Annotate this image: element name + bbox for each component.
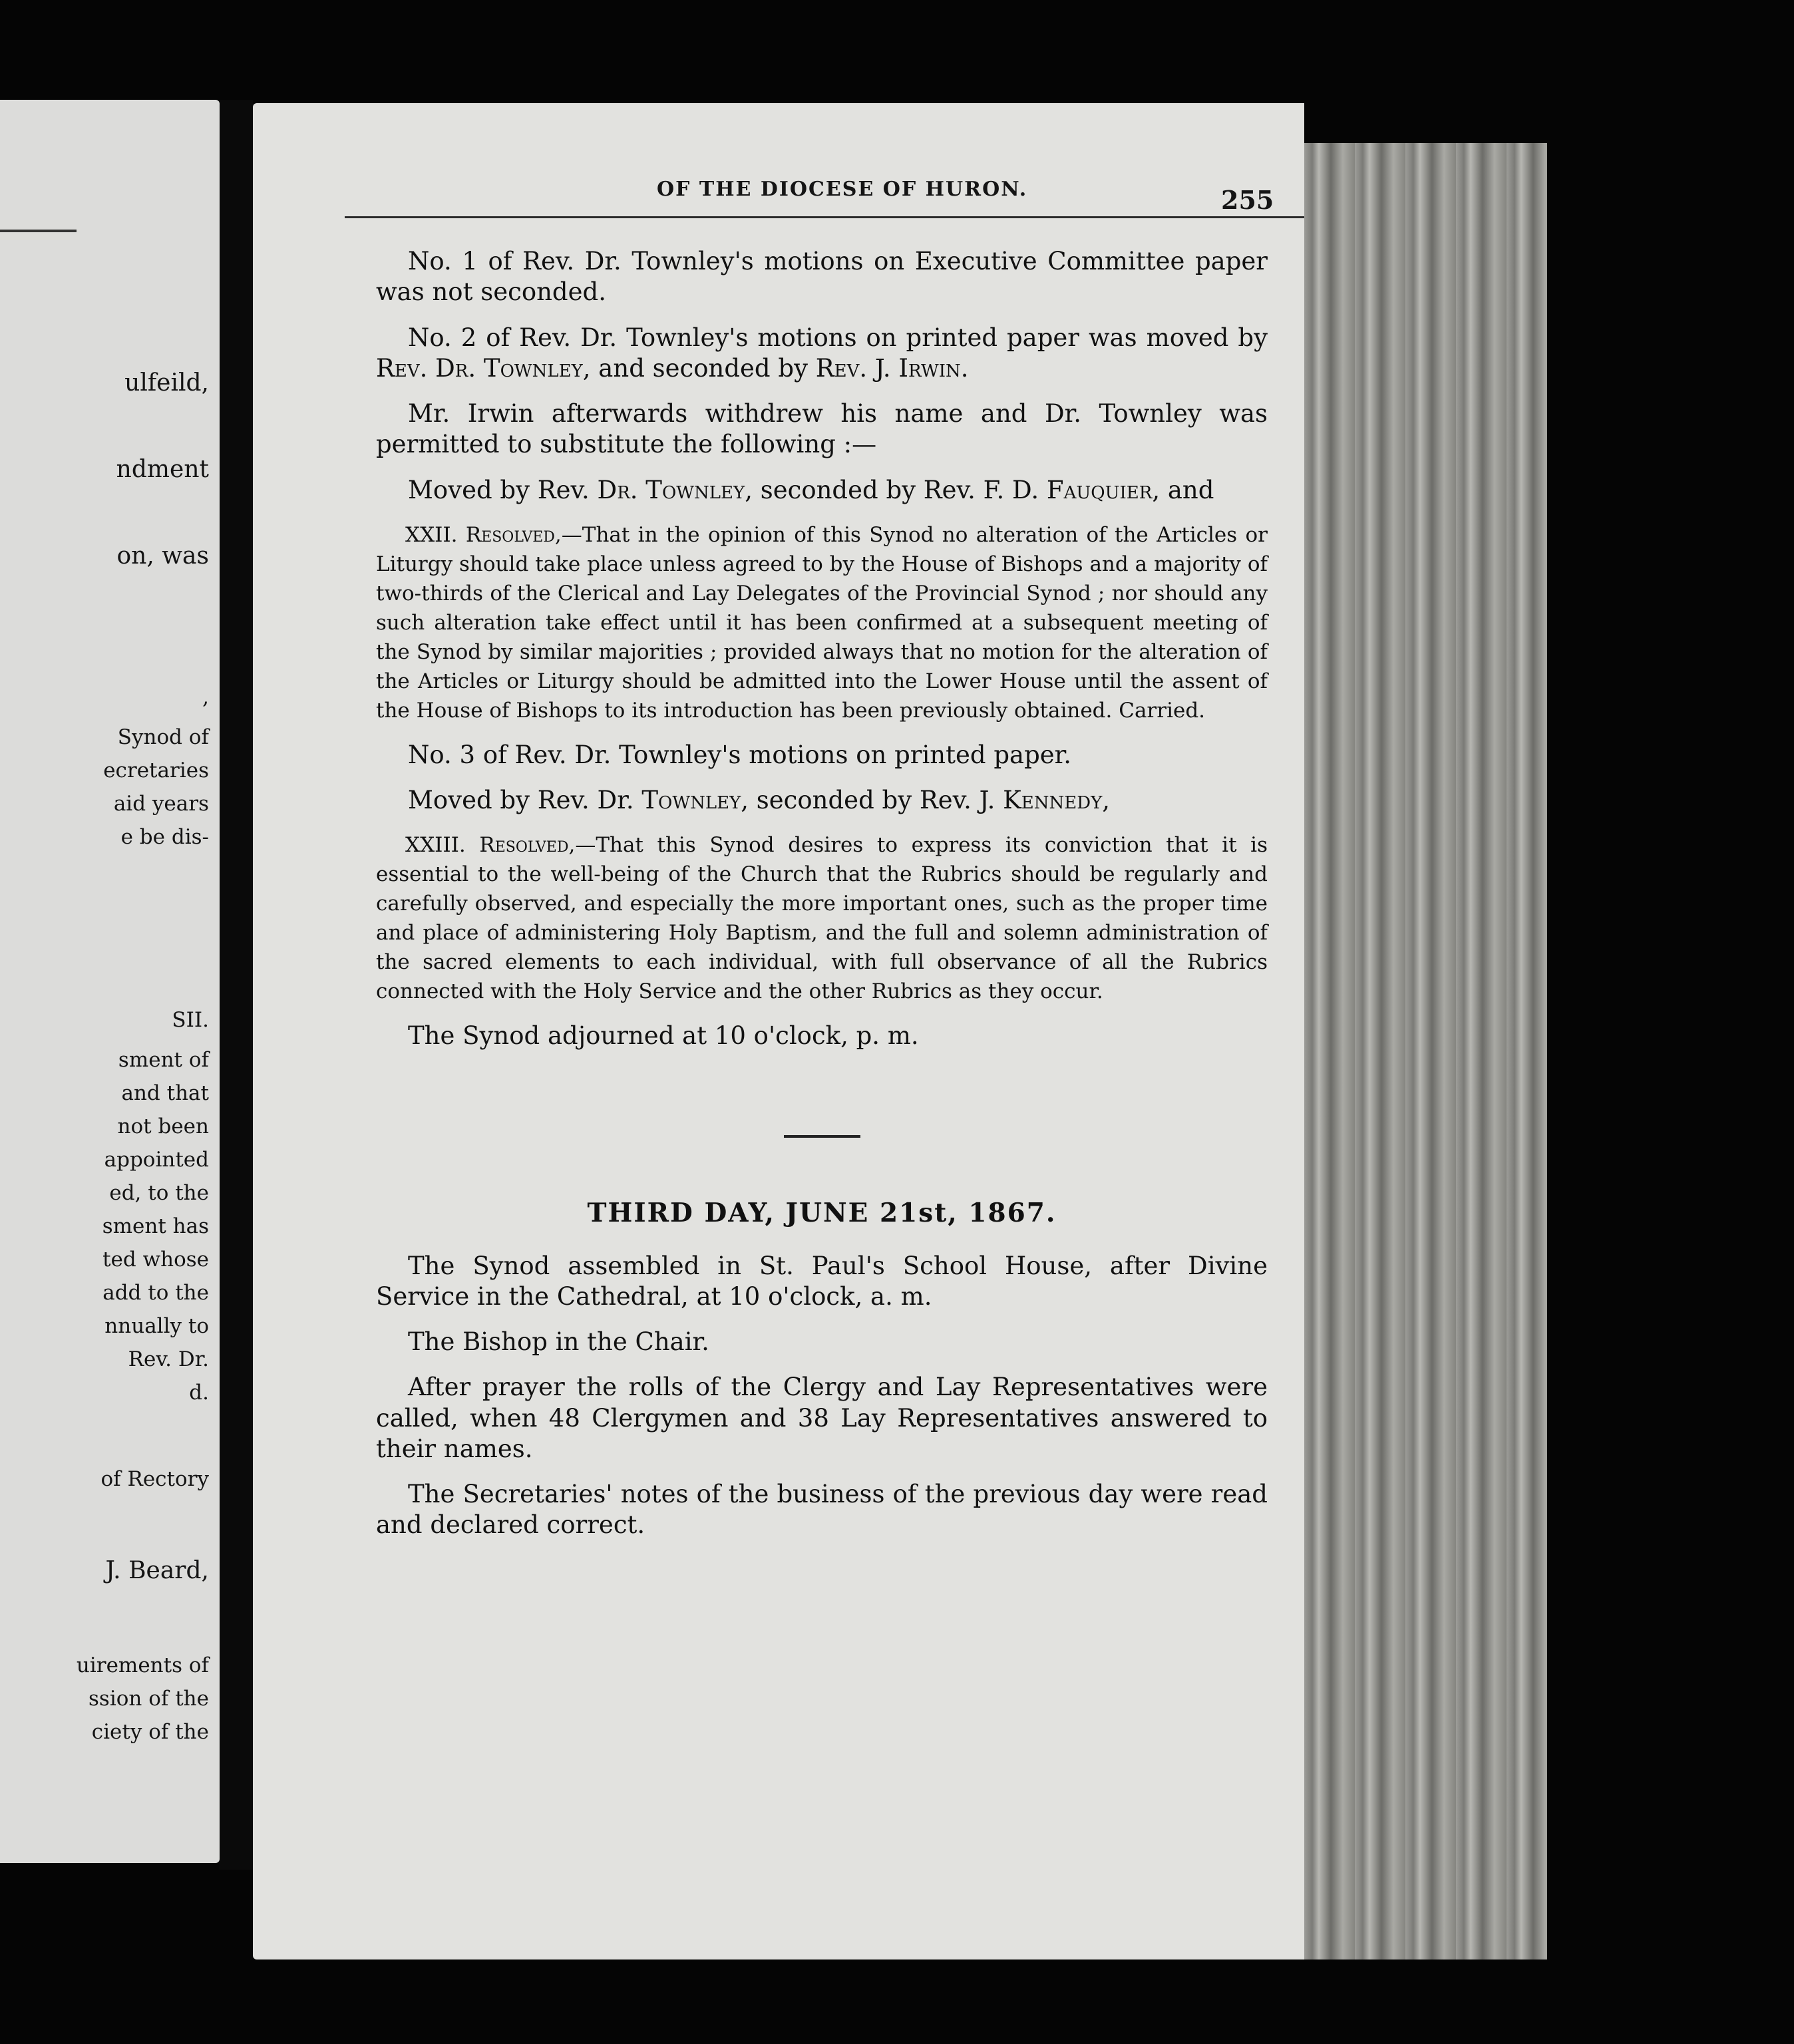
mover-name: Dr. Townley	[597, 475, 745, 504]
left-page-line: Synod of	[117, 725, 209, 749]
resolution-xxii	[376, 520, 1268, 725]
paragraph-motion-2: No. 2 of Rev. Dr. Townley's motions on printed paper was moved by Rev. Dr. Townley, and seconded by Rev. J. Irwin.	[376, 323, 1268, 383]
paragraph-chair: The Bishop in the Chair.	[408, 1327, 709, 1357]
page-edges	[1304, 143, 1547, 1959]
left-page-line: sment of	[118, 1048, 209, 1072]
resolution-xxiii	[376, 830, 1268, 1006]
resolution-text: —That in the opinion of this Synod no alteration of the Articles or Liturgy should take place unless agreed to by the House of Bishops and a majority of two-thirds of the Clerical and Lay Delegates of the Provincial Synod ; nor should any such alteration take effect until it has been confirmed at a subsequent meeting of the Synod by similar majorities ; provided always that no motion for the alteration of the Articles or Liturgy should be admitted into the Lower House until the assent of the House of Bishops to its introduction has been previously obtained. Carried.	[376, 522, 1268, 723]
resolution-number: XXII.	[405, 522, 458, 547]
left-page-line: appointed	[104, 1148, 209, 1172]
header-rule	[345, 216, 1304, 218]
left-page-rule	[0, 230, 77, 232]
left-page-line: sment has	[102, 1214, 209, 1238]
left-page-line: ted whose	[102, 1248, 209, 1272]
left-page-line: aid years	[113, 792, 209, 816]
left-page	[0, 100, 220, 1863]
paragraph-motion-3: No. 3 of Rev. Dr. Townley's motions on printed paper.	[408, 740, 1072, 769]
resolution-label: Resolved,	[479, 833, 576, 858]
resolution-label: Resolved,	[465, 522, 562, 547]
left-page-line: add to the	[102, 1281, 209, 1305]
left-page-line: ed, to the	[109, 1181, 209, 1205]
left-page-line: e be dis-	[120, 825, 209, 849]
left-page-line: and that	[121, 1081, 209, 1105]
left-page-line: ndment	[116, 456, 209, 483]
left-page-line: SII.	[172, 1008, 209, 1032]
seconder-name: Fauquier	[1046, 475, 1153, 504]
left-page-line: ecretaries	[103, 759, 209, 782]
left-page-line: Rev. Dr.	[128, 1347, 209, 1371]
left-page-line: ciety of the	[91, 1720, 209, 1744]
paragraph-assembly: The Synod assembled in St. Paul's School House, after Divine Service in the Cathedral, at 10 o'clock, a. m.	[376, 1251, 1268, 1311]
seconder-name: Kennedy	[1003, 786, 1103, 815]
mover-name: Rev. Dr. Townley	[376, 353, 583, 383]
paragraph-minutes: The Secretaries' notes of the business of the previous day were read and declared correct.	[376, 1480, 1268, 1540]
book-gutter	[220, 100, 253, 1870]
paragraph-adjournment: The Synod adjourned at 10 o'clock, p. m.	[408, 1021, 919, 1051]
paragraph-moved-23: Moved by Rev. Dr. Townley, seconded by Rev. J. Kennedy,	[408, 786, 1111, 815]
paragraph-withdrawal: Mr. Irwin afterwards withdrew his name and Dr. Townley was permitted to substitute the following :—	[376, 399, 1268, 459]
page-body	[376, 246, 1268, 1556]
seconder-name: Rev. J. Irwin	[815, 353, 961, 383]
left-page-line: ,	[202, 685, 209, 709]
left-page-line: of Rectory	[100, 1467, 209, 1491]
running-head: OF THE DIOCESE OF HURON.	[657, 178, 1028, 201]
right-page	[253, 103, 1304, 1959]
left-page-line: on, was	[116, 542, 209, 570]
paragraph-roll-call: After prayer the rolls of the Clergy and Lay Representatives were called, when 48 Clergymen and 38 Lay Representatives answered to their names.	[376, 1373, 1268, 1463]
left-page-line: d.	[189, 1381, 209, 1405]
left-page-line: ssion of the	[89, 1687, 209, 1711]
page-number: 255	[1221, 185, 1274, 215]
left-page-line: not been	[117, 1114, 209, 1138]
resolution-text: —That this Synod desires to express its conviction that it is essential to the well-being of the Church that the Rubrics should be regularly and carefully observed, and especially the more important ones, such as the proper time and place of administering Holy Baptism, and the full and solemn administration of the sacred elements to each individual, with full observance of all the Rubrics connected with the Holy Service and the other Rubrics as they occur.	[376, 833, 1268, 1004]
resolution-number: XXIII.	[405, 833, 466, 858]
paragraph-moved-22: Moved by Rev. Dr. Townley, seconded by Rev. F. D. Fauquier, and	[408, 475, 1214, 504]
left-page-line: uirements of	[76, 1653, 209, 1677]
left-page-line: nnually to	[104, 1314, 209, 1338]
mover-name: Townley	[641, 786, 741, 815]
section-divider	[784, 1135, 860, 1138]
left-page-line: J. Beard,	[105, 1557, 209, 1584]
left-page-line: ulfeild,	[124, 369, 209, 397]
day-heading: THIRD DAY, JUNE 21st, 1867.	[587, 1197, 1057, 1228]
paragraph-motion-1: No. 1 of Rev. Dr. Townley's motions on Executive Committee paper was not seconded.	[376, 247, 1268, 307]
